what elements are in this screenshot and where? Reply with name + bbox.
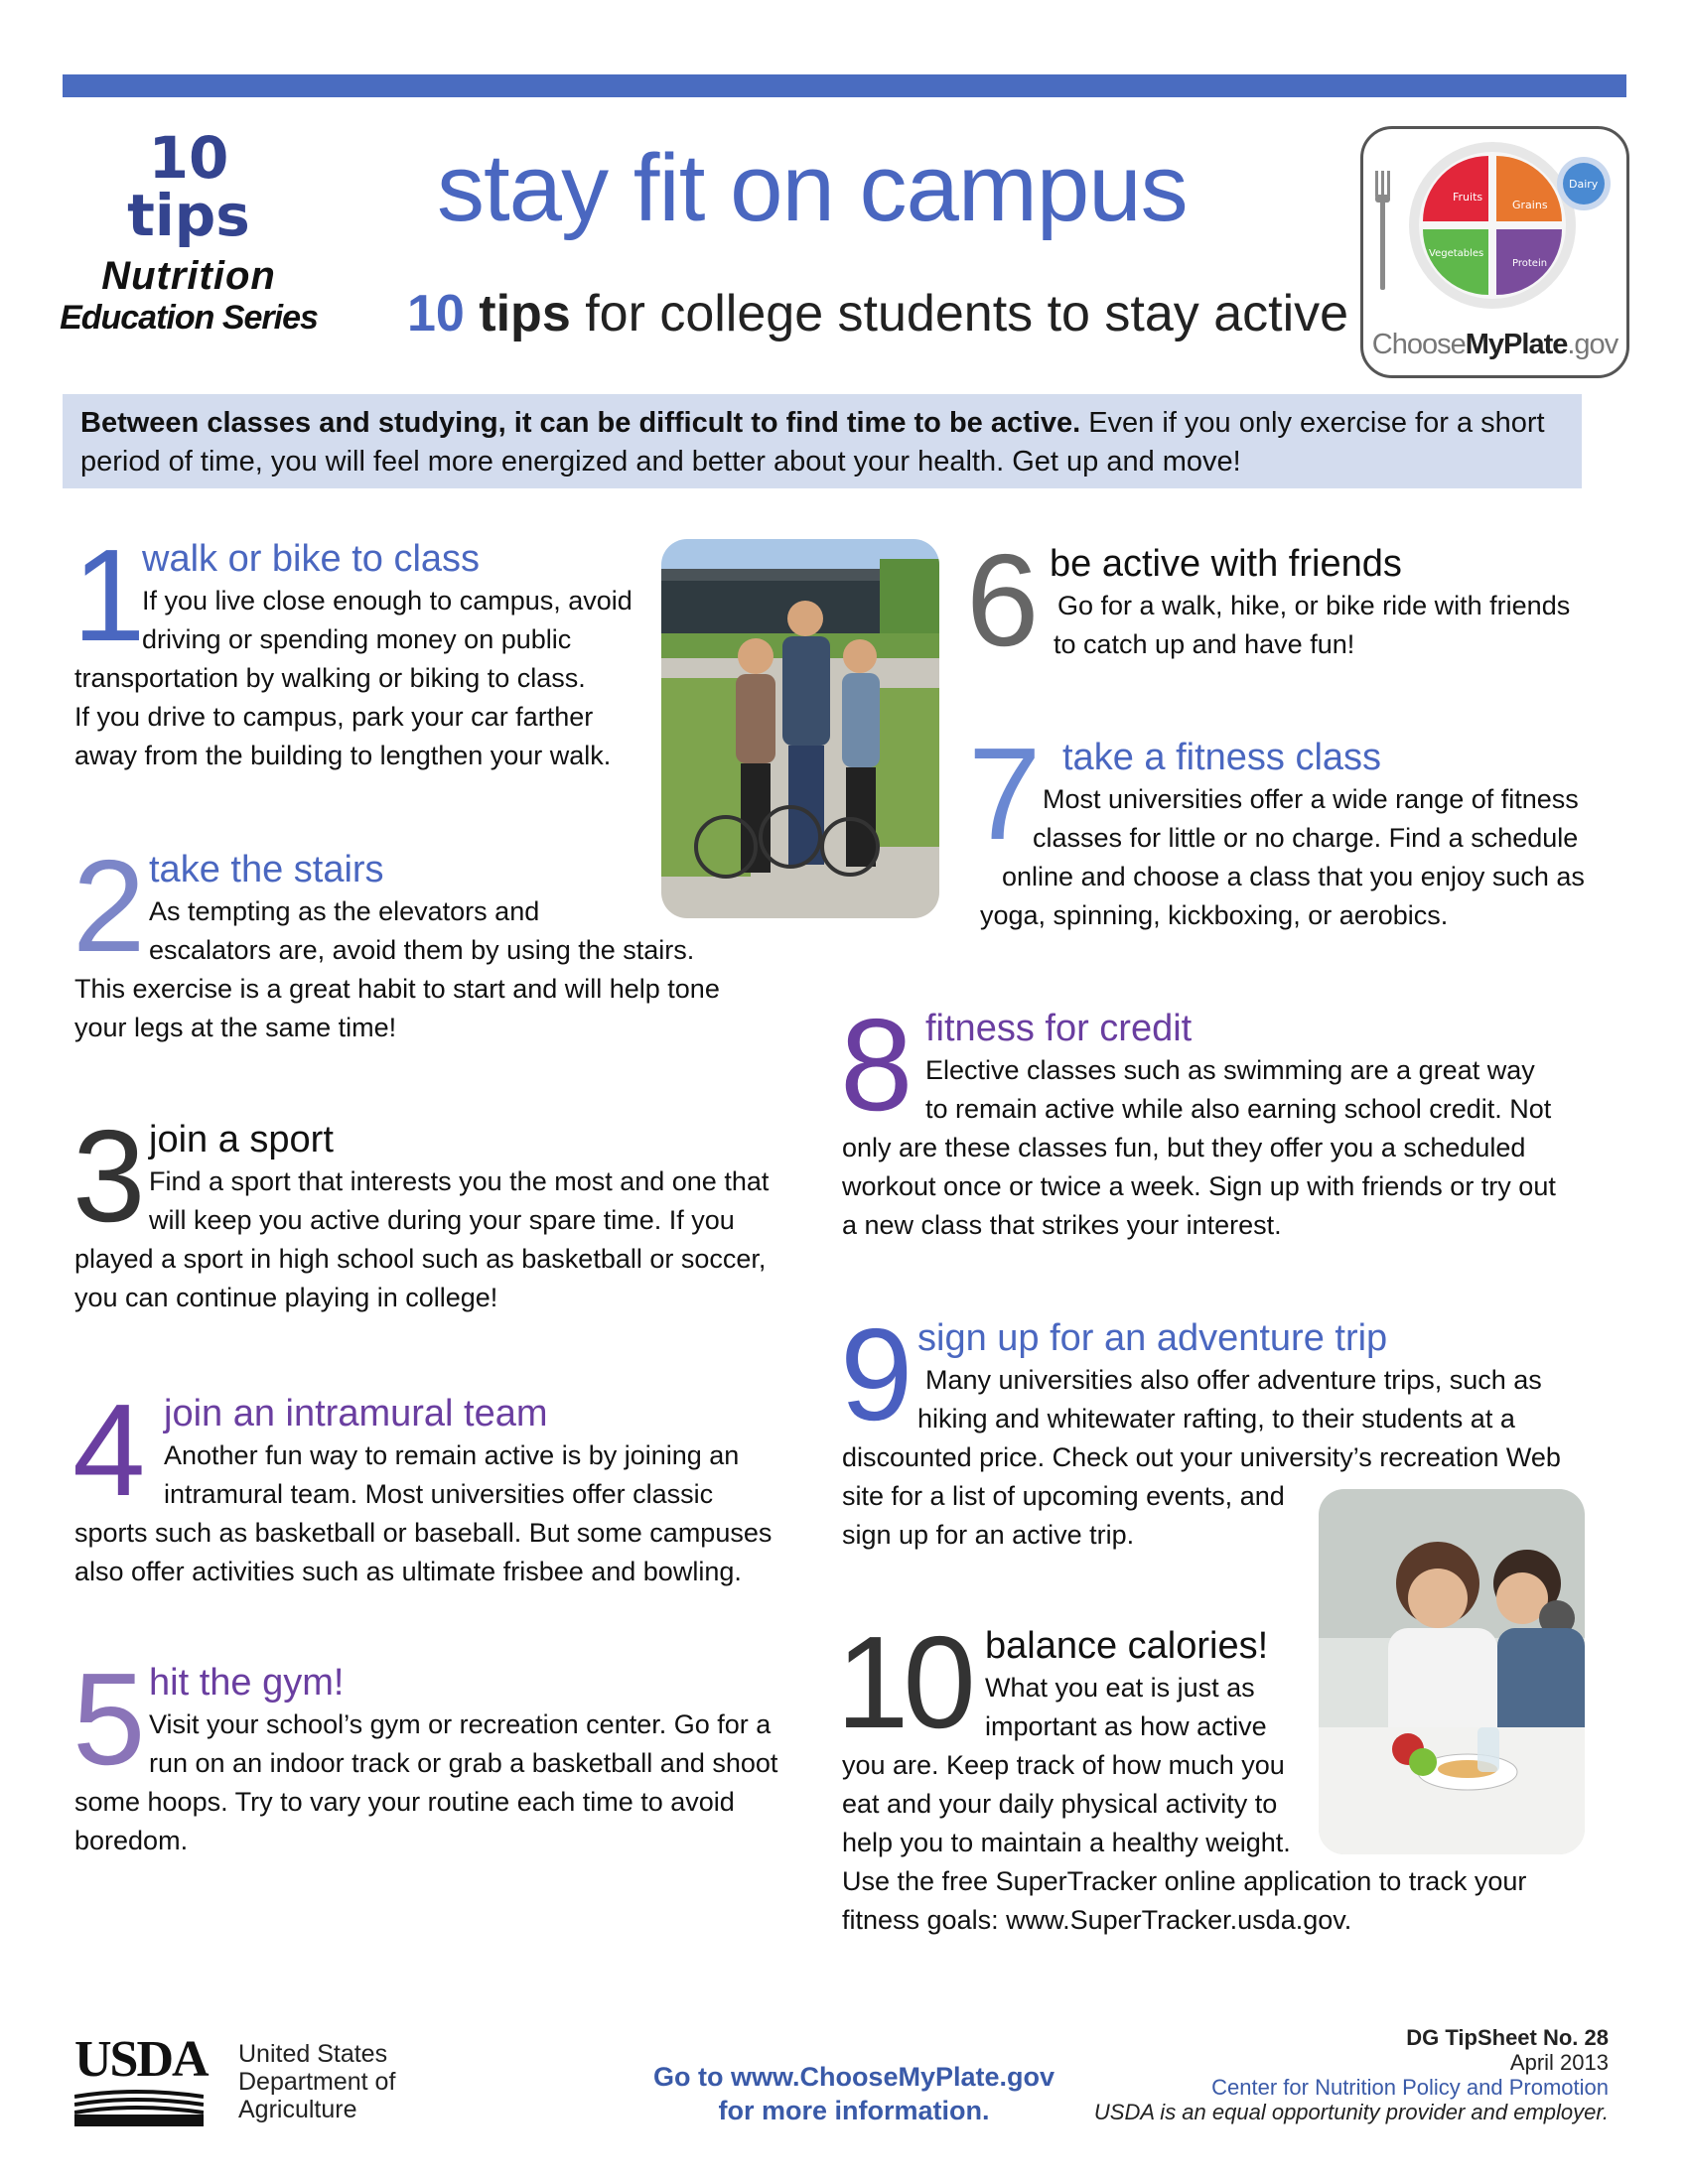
tipsheet-center: Center for Nutrition Policy and Promotion (1211, 2075, 1609, 2100)
tip-line: help you to maintain a healthy weight. (842, 1828, 1291, 1857)
logo-fruits: Fruits (1453, 191, 1483, 204)
tip-heading: balance calories! (985, 1625, 1269, 1667)
tip-line: Many universities also offer adventure trips, such as (925, 1365, 1542, 1395)
tip-heading: join an intramural team (164, 1393, 548, 1434)
tip-line: If you drive to campus, park your car farther (74, 702, 594, 732)
tip-number: 3 (72, 1103, 146, 1249)
tip-5 (72, 1646, 829, 1860)
tip-number: 5 (72, 1646, 146, 1792)
logo-grains: Grains (1512, 199, 1548, 211)
tip-line: played a sport in high school such as basketball or soccer, (74, 1244, 767, 1274)
page-title: stay fit on campus (437, 135, 1188, 241)
tip-line: eat and your daily physical activity to (842, 1789, 1278, 1819)
tip-1 (72, 522, 660, 775)
usda-hills-icon (74, 2089, 204, 2126)
tip-line: Most universities offer a wide range of fitness (1043, 784, 1579, 814)
subtitle-number: 10 (407, 285, 465, 342)
myplate-link-line1[interactable]: Go to www.ChooseMyPlate.gov (652, 2062, 1055, 2092)
series-line2: Education Series (60, 299, 318, 337)
logo-vegetables: Vegetables (1429, 248, 1484, 259)
tip-heading: join a sport (149, 1119, 334, 1160)
tip-line: run on an indoor track or grab a basketball and shoot (149, 1748, 778, 1778)
myplate-icon (1363, 129, 1626, 328)
series-number: 10 (148, 124, 229, 192)
tip-line: online and choose a class that you enjoy such as (1002, 862, 1585, 891)
tip-line: yoga, spinning, kickboxing, or aerobics. (980, 900, 1449, 930)
tip-number: 4 (72, 1377, 146, 1523)
tip-number: 9 (840, 1301, 914, 1447)
tip-line: sports such as basketball or baseball. But some campuses (74, 1518, 773, 1548)
tip-line: classes for little or no charge. Find a schedule (1033, 823, 1579, 853)
tip-line: important as how active (985, 1711, 1267, 1741)
intro-bold: Between classes and studying, it can be difficult to find time to be active. (80, 407, 1081, 439)
subtitle-tips: tips (479, 285, 571, 342)
myplate-wordmark: ChooseMyPlate.gov (1371, 329, 1618, 360)
tip-heading: take a fitness class (1062, 737, 1382, 778)
top-rule (63, 74, 1626, 97)
tip-3 (72, 1103, 829, 1317)
tip-line: to catch up and have fun! (1054, 629, 1355, 659)
myplate-link[interactable] (596, 2060, 1112, 2127)
tip-line: As tempting as the elevators and (149, 896, 540, 926)
tip-line: transportation by walking or biking to class. (74, 663, 586, 693)
tip-line: Another fun way to remain active is by joining an (164, 1440, 740, 1470)
tip-line: fitness goals: www.SuperTracker.usda.gov. (842, 1905, 1352, 1935)
series-tips: tips (127, 182, 250, 249)
tip-line: you can continue playing in college! (74, 1283, 498, 1312)
tip-2 (72, 833, 809, 1047)
tip-heading: hit the gym! (149, 1662, 345, 1704)
tip-6 (966, 527, 1604, 673)
tip-7 (968, 721, 1604, 935)
page-subtitle (407, 283, 1350, 344)
usda-department: United States Department of Agriculture (238, 2040, 396, 2123)
tip-line: sign up for an active trip. (842, 1520, 1135, 1550)
tip-number: 8 (840, 992, 914, 1138)
tip-heading: be active with friends (1050, 543, 1402, 585)
tip-9 (840, 1301, 1617, 1555)
tip-line: a new class that strikes your interest. (842, 1210, 1282, 1240)
logo-protein: Protein (1512, 258, 1548, 269)
tip-heading: fitness for credit (925, 1008, 1193, 1049)
tip-line: your legs at the same time! (74, 1013, 397, 1042)
tip-line: intramural team. Most universities offer classic (164, 1479, 714, 1509)
tipsheet-number: DG TipSheet No. 28 (1406, 2025, 1609, 2050)
tip-line: workout once or twice a week. Sign up with friends or try out (842, 1171, 1556, 1201)
tip-line: away from the building to lengthen your walk. (74, 741, 612, 770)
series-badge (60, 124, 318, 338)
tip-line: hiking and whitewater rafting, to their students at a (917, 1404, 1515, 1433)
series-line1: Nutrition (101, 254, 276, 298)
tip-line: only are these classes fun, but they offer you a scheduled (842, 1133, 1526, 1162)
tip-line: to remain active while also earning school credit. Not (925, 1094, 1552, 1124)
tip-line: Visit your school’s gym or recreation center. Go for a (149, 1709, 772, 1739)
tip-line: What you eat is just as (985, 1673, 1255, 1703)
tip-line: Go for a walk, hike, or bike ride with friends (1057, 591, 1571, 620)
intro-banner (63, 394, 1582, 488)
tipsheet-date: April 2013 (1509, 2050, 1609, 2075)
logo-dairy: Dairy (1569, 178, 1599, 191)
tip-line: This exercise is a great habit to start and will help tone (74, 974, 720, 1004)
intro-rest: Even if you only exercise for a short period of time, you will feel more energized and better about your health. Get up and move! (80, 407, 1545, 478)
tip-heading: take the stairs (149, 849, 384, 890)
tip-number: 6 (966, 527, 1040, 673)
tip-line: driving or spending money on public (142, 624, 572, 654)
tip-number: 1 (72, 522, 146, 668)
tip-line: also offer activities such as ultimate frisbee and bowling. (74, 1557, 742, 1586)
tip-8 (840, 992, 1617, 1245)
tip-number: 2 (72, 833, 146, 979)
tip-number: 10 (836, 1609, 970, 1755)
tip-10 (836, 1609, 1617, 1940)
tip-line: some hoops. Try to vary your routine each time to avoid (74, 1787, 735, 1817)
tipsheet-eo-statement: USDA is an equal opportunity provider and employer. (1093, 2100, 1609, 2124)
tip-heading: walk or bike to class (142, 538, 481, 580)
tip-4 (72, 1377, 829, 1591)
tip-line: Use the free SuperTracker online application to track your (842, 1866, 1527, 1896)
usda-wordmark: USDA (74, 2031, 208, 2088)
myplate-logo[interactable] (1360, 126, 1629, 378)
tipsheet-info (1053, 2025, 1609, 2124)
tip-line: boredom. (74, 1826, 189, 1855)
tip-line: If you live close enough to campus, avoid (142, 586, 633, 615)
usda-logo (74, 2030, 208, 2131)
tip-line: will keep you active during your spare time. If you (149, 1205, 735, 1235)
tip-line: site for a list of upcoming events, and (842, 1481, 1285, 1511)
tip-line: Find a sport that interests you the most and one that (149, 1166, 770, 1196)
tip-line: Elective classes such as swimming are a great way (925, 1055, 1535, 1085)
tip-number: 7 (968, 721, 1042, 867)
tip-line: escalators are, avoid them by using the stairs. (149, 935, 695, 965)
tip-line: discounted price. Check out your university’s recreation Web (842, 1442, 1561, 1472)
tip-line: you are. Keep track of how much you (842, 1750, 1285, 1780)
tip-heading: sign up for an adventure trip (917, 1317, 1388, 1359)
subtitle-rest: for college students to stay active (570, 285, 1349, 342)
myplate-link-line2: for more information. (718, 2096, 990, 2125)
